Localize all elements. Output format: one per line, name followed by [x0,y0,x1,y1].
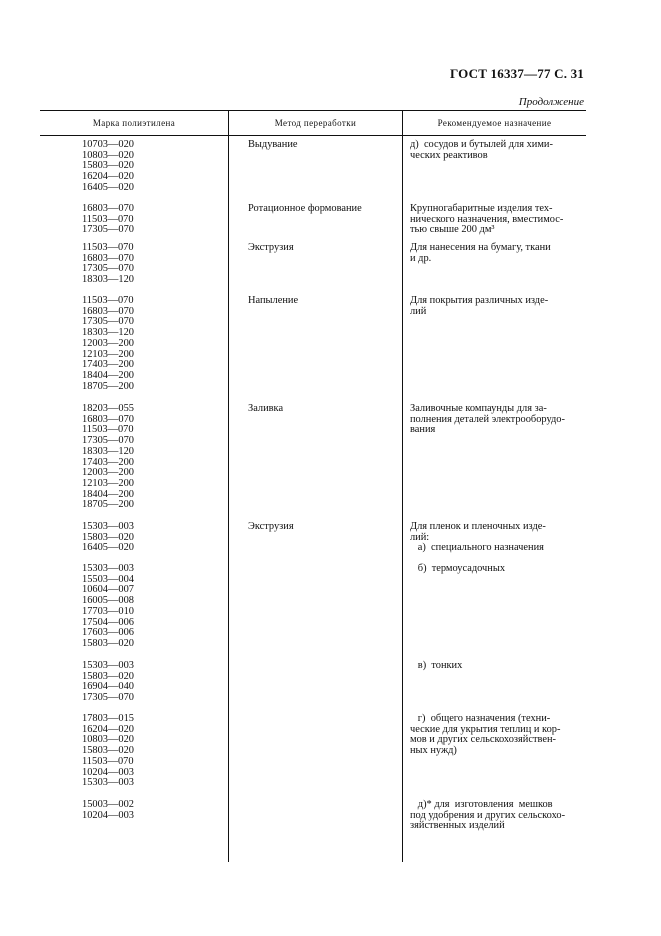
row-7-marks: 15303—003 15803—020 16904—040 17305—070 [82,660,134,704]
page-header: ГОСТ 16337—77 С. 31 [450,66,584,81]
row-4-marks: 18203—055 16803—070 11503—070 17305—070 18303—120 17403—200 12003—200 12103—200 18404—200 18705—200 [82,403,134,511]
table-top-rule [40,110,586,111]
column-header-method: Метод переработки [274,118,357,128]
row-5-purpose: Для пленок и пленочных изде- лий: а) специального назначения [410,521,546,554]
row-8-marks: 17803—015 16204—020 10803—020 15803—020 11503—070 10204—003 15303—003 [82,713,134,789]
row-4-method: Заливка [248,403,284,414]
row-9-marks: 15003—002 10204—003 [82,799,134,821]
row-8-purpose: г) общего назначения (техни- ческие для укрытия теплиц и кор- мов и других сельскохозяйствен- ных нужд) [410,713,561,757]
column-header-purpose: Рекомендуемое назначение [437,118,552,128]
row-0-marks: 10703—020 10803—020 15803—020 16204—020 16405—020 [82,139,134,193]
row-2-marks: 11503—070 16803—070 17305—070 18303—120 [82,242,134,286]
row-5-marks: 15303—003 15803—020 16405—020 [82,521,134,554]
row-1-method: Ротационное формование [248,203,362,214]
row-0-method: Выдувание [248,139,298,150]
row-3-purpose: Для покрытия различных изде- лий [410,295,549,317]
row-1-purpose: Крупногабаритные изделия тех- нического назначения, вместимос- тью свыше 200 дм³ [410,203,564,236]
column-divider-1 [228,110,229,862]
continuation-label: Продолжение [518,96,584,108]
table-header-rule [40,135,586,136]
row-2-purpose: Для нанесения на бумагу, ткани и др. [410,242,551,264]
row-5-method: Экструзия [248,521,294,532]
row-7-purpose: в) тонких [410,660,463,671]
row-0-purpose: д) сосудов и бутылей для хими- ческих реактивов [410,139,553,161]
column-divider-2 [402,110,403,862]
row-4-purpose: Заливочные компаунды для за- полнения деталей электрооборудо- вания [410,403,565,436]
row-6-purpose: б) термоусадочных [410,563,506,574]
row-6-marks: 15303—003 15503—004 10604—007 16005—008 17703—010 17504—006 17603—006 15803—020 [82,563,134,649]
row-9-purpose: д)* для изготовления мешков под удобрения и других сельскохо- зяйственных изделий [410,799,566,832]
row-3-marks: 11503—070 16803—070 17305—070 18303—120 12003—200 12103—200 17403—200 18404—200 18705—200 [82,295,134,392]
column-header-grade: Марка полиэтилена [92,118,176,128]
row-2-method: Экструзия [248,242,294,253]
row-3-method: Напыление [248,295,299,306]
row-1-marks: 16803—070 11503—070 17305—070 [82,203,134,236]
